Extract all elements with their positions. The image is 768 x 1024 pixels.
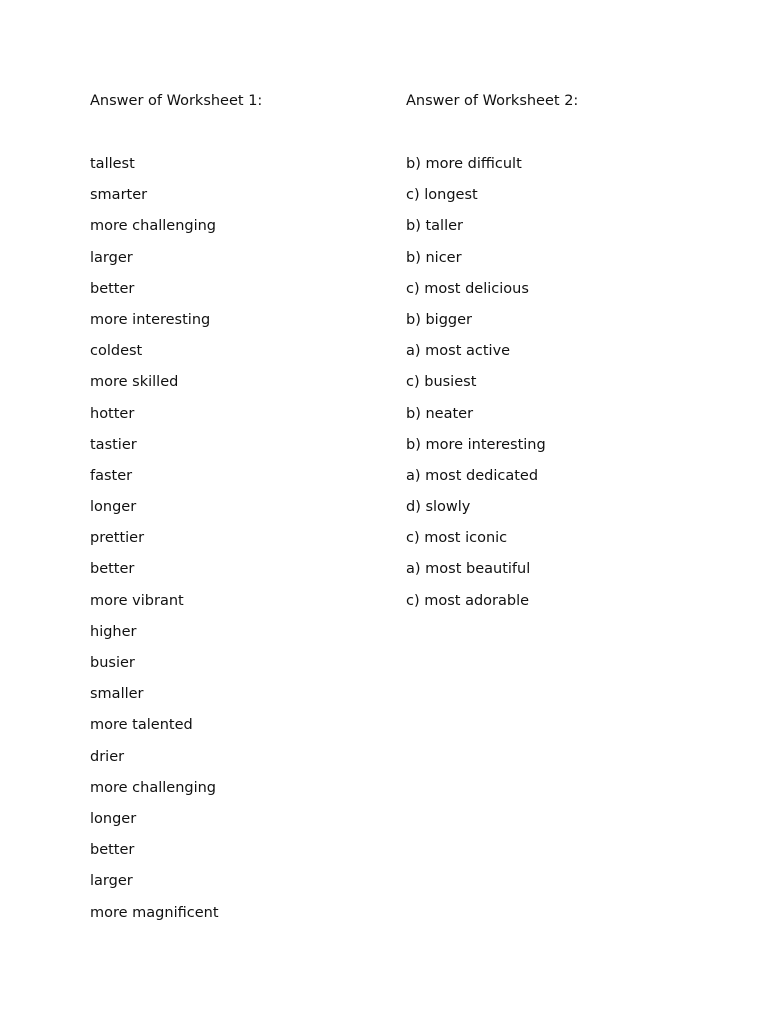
answer-item: coldest (90, 343, 143, 360)
answer-item: better (90, 842, 135, 859)
answer-item: c) most iconic (406, 530, 508, 547)
answer-item: a) most beautiful (406, 561, 531, 578)
answer-item: a) most active (406, 343, 511, 360)
answer-item: larger (90, 873, 133, 890)
answer-item: tastier (90, 436, 137, 453)
worksheet-2-heading: Answer of Worksheet 2: (406, 93, 579, 109)
answer-item: tallest (90, 156, 135, 172)
answer-item: larger (90, 249, 133, 266)
answer-item: more challenging (90, 218, 217, 235)
answer-item: b) bigger (406, 311, 472, 328)
answer-item: higher (90, 623, 137, 640)
answer-item: more magnificent (90, 904, 219, 921)
answer-item: more skilled (90, 374, 179, 391)
answer-item: hotter (90, 405, 135, 422)
answer-item: b) neater (406, 405, 474, 422)
worksheet-2-answers (406, 90, 706, 621)
answer-item: better (90, 561, 135, 578)
answer-item: drier (90, 748, 125, 765)
worksheet-2-answer-list (406, 153, 706, 621)
answer-item: better (90, 280, 135, 297)
answer-item: more talented (90, 717, 193, 734)
answer-item: b) more interesting (406, 436, 546, 453)
answer-item: c) longest (406, 187, 478, 204)
answer-item: longer (90, 499, 137, 516)
answer-item: longer (90, 810, 137, 827)
worksheet-1-heading: Answer of Worksheet 1: (90, 93, 263, 109)
answer-item: c) most adorable (406, 592, 530, 609)
answer-item: prettier (90, 530, 145, 547)
worksheet-1-answer-list (90, 153, 390, 933)
answer-item: smaller (90, 686, 144, 703)
answer-item: busier (90, 655, 135, 671)
answer-item: more challenging (90, 779, 217, 796)
answer-item: c) busiest (406, 374, 477, 391)
answer-item: b) more difficult (406, 156, 522, 172)
answer-item: c) most delicious (406, 280, 529, 297)
answer-item: faster (90, 467, 133, 484)
answer-item: d) slowly (406, 499, 471, 516)
answer-item: smarter (90, 187, 148, 204)
worksheet-1-answers (90, 90, 390, 933)
answer-item: a) most dedicated (406, 467, 539, 484)
answer-item: more interesting (90, 311, 211, 328)
answer-item: more vibrant (90, 592, 184, 609)
answer-item: b) nicer (406, 249, 462, 266)
answer-item: b) taller (406, 218, 463, 235)
